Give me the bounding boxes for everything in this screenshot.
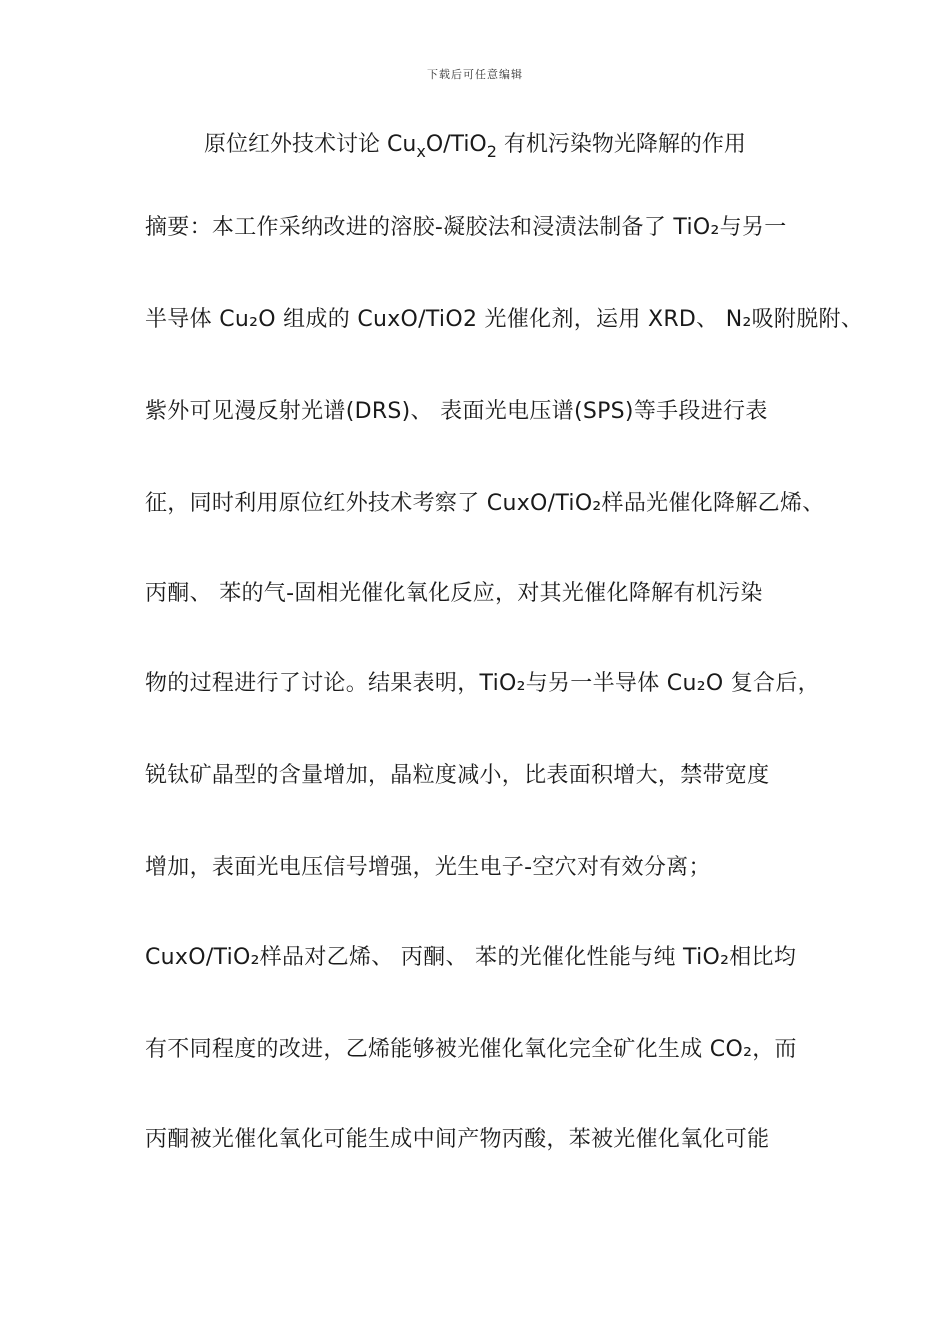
abstract-line: 有不同程度的改进，乙烯能够被光催化氧化完全矿化生成 CO₂，而 bbox=[145, 1037, 797, 1062]
abstract-line: 紫外可见漫反射光谱(DRS)、 表面光电压谱(SPS)等手段进行表 bbox=[145, 399, 768, 424]
abstract-line: 征，同时利用原位红外技术考察了 CuxO/TiO₂样品光催化降解乙烯、 bbox=[145, 491, 825, 516]
abstract-line: 锐钛矿晶型的含量增加，晶粒度减小，比表面积增大，禁带宽度 bbox=[145, 763, 770, 788]
abstract-line: 丙酮被光催化氧化可能生成中间产物丙酸，苯被光催化氧化可能 bbox=[145, 1127, 770, 1152]
abstract-line: 摘要：本工作采纳改进的溶胶-凝胶法和浸渍法制备了 TiO₂与另一 bbox=[145, 215, 787, 240]
title-subscript-x: x bbox=[416, 142, 426, 161]
abstract-line: CuxO/TiO₂样品对乙烯、 丙酮、 苯的光催化性能与纯 TiO₂相比均 bbox=[145, 945, 797, 970]
document-title bbox=[0, 128, 950, 163]
title-suffix: 有机污染物光降解的作用 bbox=[496, 132, 746, 157]
title-middle: O/TiO bbox=[425, 132, 487, 157]
abstract-line: 丙酮、 苯的气-固相光催化氧化反应，对其光催化降解有机污染 bbox=[145, 581, 763, 606]
abstract-line: 半导体 Cu₂O 组成的 CuxO/TiO2 光催化剂，运用 XRD、 N₂吸附脱附、 bbox=[145, 307, 864, 332]
header-note: 下载后可任意编辑 bbox=[427, 68, 523, 81]
abstract-line: 物的过程进行了讨论。结果表明，TiO₂与另一半导体 Cu₂O 复合后， bbox=[145, 671, 820, 696]
abstract-line: 增加，表面光电压信号增强，光生电子-空穴对有效分离； bbox=[145, 855, 711, 880]
title-prefix: 原位红外技术讨论 Cu bbox=[204, 132, 417, 157]
title-subscript-2: 2 bbox=[486, 142, 497, 161]
